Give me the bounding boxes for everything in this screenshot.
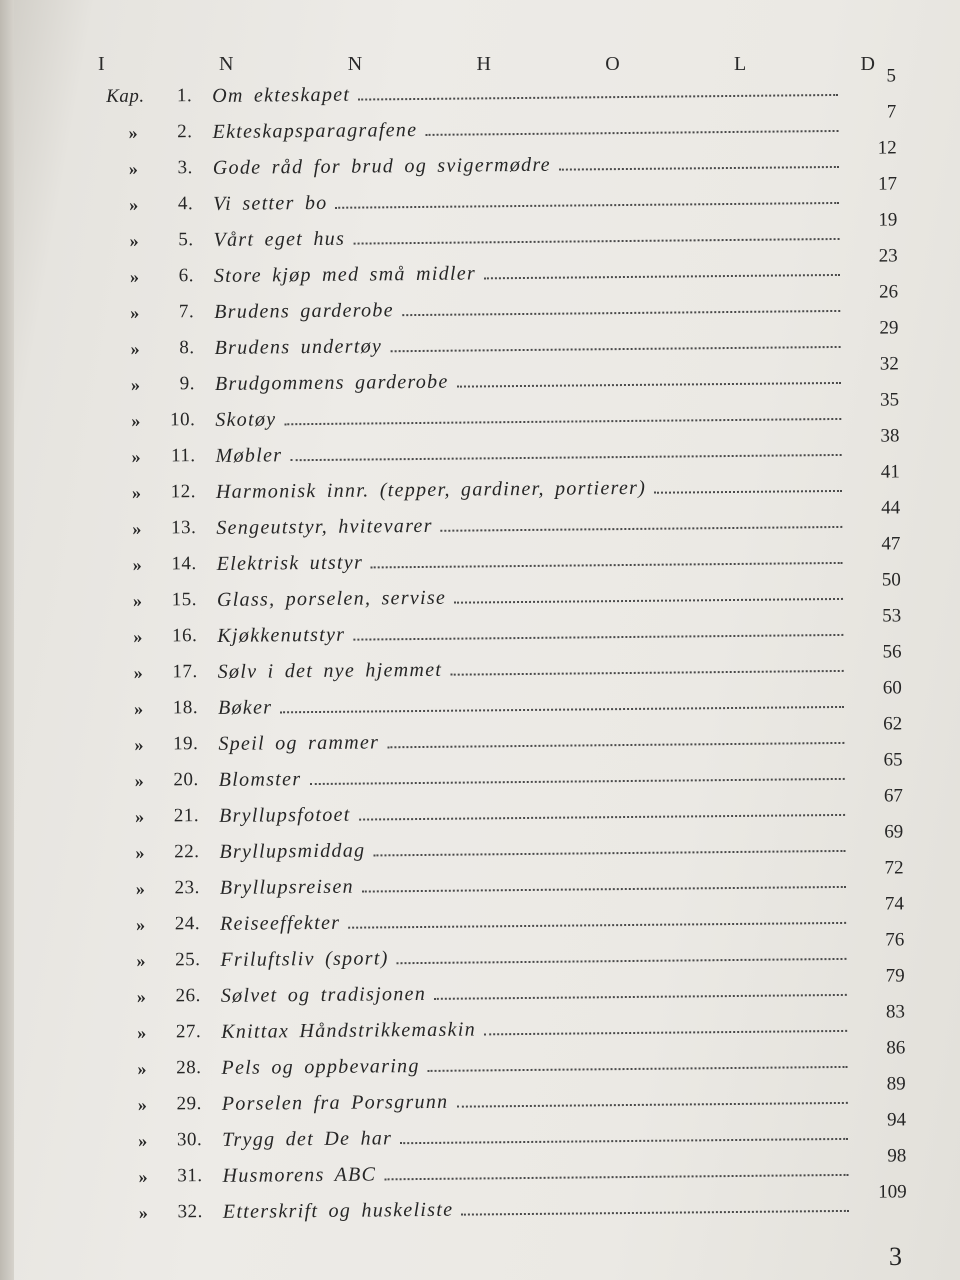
chapter-number: 21. xyxy=(173,805,200,827)
ditto-mark: » xyxy=(130,374,141,395)
chapter-page: 44 xyxy=(881,497,901,519)
ditto-mark: » xyxy=(134,806,145,827)
ditto-mark: » xyxy=(131,446,141,467)
dot-leader xyxy=(353,633,843,640)
heading-letter: I xyxy=(98,53,106,75)
chapter-page: 35 xyxy=(880,389,900,411)
chapter-page: 26 xyxy=(878,281,899,303)
chapter-page: 7 xyxy=(886,101,897,123)
chapter-title-line xyxy=(221,978,847,1007)
chapter-page: 72 xyxy=(884,857,904,879)
chapter-number: 9. xyxy=(179,373,196,395)
chapter-page: 69 xyxy=(884,821,904,843)
chapter-page: 67 xyxy=(883,785,904,807)
chapter-title: Kjøkkenutstyr xyxy=(217,623,346,647)
chapter-title-line xyxy=(214,258,840,287)
chapter-title: Reiseeffekter xyxy=(220,911,341,935)
chapter-title-line xyxy=(216,474,842,503)
chapter-number: 13. xyxy=(170,517,197,539)
chapter-title-line xyxy=(220,906,846,935)
chapter-page: 29 xyxy=(879,317,899,339)
chapter-title: Bryllupsreisen xyxy=(219,875,354,899)
chapter-title-line xyxy=(221,1050,847,1079)
chapter-number: 22. xyxy=(174,841,200,863)
dot-leader xyxy=(450,669,843,675)
chapter-page: 23 xyxy=(878,245,898,267)
chapter-title: Skotøy xyxy=(215,407,277,431)
chapter-number: 30. xyxy=(176,1129,203,1151)
chapter-page: 65 xyxy=(883,749,903,771)
chapter-title-line xyxy=(213,186,839,215)
ditto-mark: » xyxy=(129,266,139,287)
chapter-title-line xyxy=(213,150,839,179)
dot-leader xyxy=(484,1029,847,1034)
chapter-title: Brudgommens garderobe xyxy=(214,370,449,395)
chapter-page: 47 xyxy=(881,533,901,555)
ditto-mark: » xyxy=(128,158,138,179)
chapter-title-line xyxy=(214,330,840,359)
dot-leader xyxy=(397,957,847,963)
dot-leader xyxy=(336,201,840,208)
chapter-title-line xyxy=(222,1158,848,1187)
heading-letter: D xyxy=(860,53,876,75)
dot-leader xyxy=(290,453,841,460)
ditto-mark: » xyxy=(133,698,144,719)
dot-leader xyxy=(441,525,843,531)
chapter-title-line xyxy=(222,1122,848,1151)
chapter-title: Friluftsliv (sport) xyxy=(220,946,389,971)
chapter-title-line xyxy=(219,762,845,791)
chapter-page: 79 xyxy=(885,965,905,987)
kap-label: Kap. xyxy=(106,85,145,107)
dot-leader xyxy=(425,129,838,135)
page-number: 3 xyxy=(889,1242,902,1271)
chapter-page: 53 xyxy=(882,605,902,627)
dot-leader xyxy=(484,273,840,278)
dot-leader xyxy=(559,165,839,170)
chapter-number: 19. xyxy=(173,733,199,755)
chapter-number: 12. xyxy=(170,481,197,503)
chapter-title: Bøker xyxy=(217,695,273,719)
dot-leader xyxy=(280,705,844,712)
chapter-title: Vi setter bo xyxy=(213,191,328,215)
chapter-number: 31. xyxy=(177,1165,203,1187)
chapter-number: 23. xyxy=(174,877,200,899)
ditto-mark: » xyxy=(130,338,140,359)
chapter-page: 32 xyxy=(879,353,899,375)
ditto-mark: » xyxy=(135,842,145,863)
ditto-mark: » xyxy=(136,986,146,1007)
chapter-number: 1. xyxy=(176,85,193,107)
chapter-number: 10. xyxy=(169,409,196,431)
chapter-number: 16. xyxy=(171,625,198,647)
dot-leader xyxy=(373,849,845,856)
chapter-title-line xyxy=(216,510,842,539)
chapter-page: 83 xyxy=(885,1001,906,1023)
chapter-number: 8. xyxy=(179,337,195,359)
chapter-number: 29. xyxy=(176,1093,202,1115)
ditto-mark: » xyxy=(129,194,139,215)
chapter-title: Gode råd for brud og svigermødre xyxy=(212,153,552,179)
chapter-title: Sølvet og tradisjonen xyxy=(220,982,427,1007)
ditto-mark: » xyxy=(138,1130,148,1151)
chapter-title-line xyxy=(221,1014,847,1043)
dot-leader xyxy=(384,1173,848,1179)
dot-leader xyxy=(454,597,843,603)
ditto-mark: » xyxy=(134,734,144,755)
ditto-mark: » xyxy=(132,518,142,539)
ditto-mark: » xyxy=(129,230,139,251)
ditto-mark: » xyxy=(133,662,143,683)
dot-leader xyxy=(402,309,840,315)
dot-leader xyxy=(434,993,847,999)
chapter-title: Harmonisk innr. (tepper, gardiner, portierer) xyxy=(215,476,647,503)
chapter-page: 41 xyxy=(880,461,900,483)
chapter-number: 20. xyxy=(173,769,199,791)
ditto-mark: » xyxy=(132,590,143,611)
chapter-number: 26. xyxy=(175,985,201,1007)
ditto-mark: » xyxy=(134,770,144,791)
chapter-title-line xyxy=(218,690,844,719)
heading-letter: H xyxy=(476,53,492,75)
chapter-title: Knittax Håndstrikkemaskin xyxy=(221,1017,477,1043)
chapter-number: 15. xyxy=(171,589,198,611)
chapter-title: Brudens undertøy xyxy=(214,334,383,359)
dot-leader xyxy=(387,741,844,747)
ditto-mark: » xyxy=(130,302,140,323)
chapter-title-line xyxy=(217,618,843,647)
chapter-page: 86 xyxy=(886,1037,906,1059)
chapter-number: 6. xyxy=(178,265,194,287)
chapter-title-line xyxy=(212,114,838,143)
chapter-title-line xyxy=(217,582,843,611)
chapter-title: Bryllupsfotoet xyxy=(218,803,351,827)
chapter-title: Store kjøp med små midler xyxy=(213,261,477,287)
chapter-page: 5 xyxy=(886,65,897,87)
ditto-mark: » xyxy=(131,410,141,431)
ditto-mark: » xyxy=(136,914,146,935)
dot-leader xyxy=(284,417,841,424)
chapter-page: 74 xyxy=(884,893,905,915)
heading-letter: N xyxy=(347,53,364,75)
chapter-number: 28. xyxy=(176,1057,202,1079)
chapter-title: Møbler xyxy=(215,443,283,467)
dot-leader xyxy=(400,1137,848,1143)
chapter-title: Etterskrift og huskeliste xyxy=(222,1198,454,1223)
chapter-page: 56 xyxy=(882,641,902,663)
chapter-title: Elektrisk utstyr xyxy=(216,551,364,575)
chapter-page: 89 xyxy=(886,1073,906,1095)
chapter-title-line xyxy=(215,366,841,395)
ditto-mark: » xyxy=(137,1058,147,1079)
chapter-page: 76 xyxy=(885,929,905,951)
chapter-page: 19 xyxy=(878,209,898,231)
chapter-page: 12 xyxy=(877,137,897,159)
chapter-title-line xyxy=(222,1086,848,1115)
ditto-mark: » xyxy=(135,878,145,899)
chapter-title: Speil og rammer xyxy=(218,730,380,755)
ditto-mark: » xyxy=(138,1166,148,1187)
chapter-title: Bryllupsmiddag xyxy=(219,839,366,863)
chapter-title: Porselen fra Porsgrunn xyxy=(221,1090,449,1115)
chapter-page: 38 xyxy=(880,425,900,447)
chapter-title-line xyxy=(219,798,845,827)
dot-leader xyxy=(359,813,845,820)
chapter-number: 11. xyxy=(170,445,196,467)
ditto-mark: » xyxy=(136,950,146,971)
ditto-mark: » xyxy=(133,626,143,647)
dot-leader xyxy=(348,921,846,928)
chapter-title: Blomster xyxy=(218,767,302,791)
dot-leader xyxy=(309,777,844,784)
heading-letter: O xyxy=(605,53,621,75)
chapter-number: 7. xyxy=(178,301,195,323)
dot-leader xyxy=(353,237,839,244)
dot-leader xyxy=(461,1209,849,1215)
dot-leader xyxy=(428,1065,848,1071)
dot-leader xyxy=(654,489,842,493)
dot-leader xyxy=(390,345,840,351)
chapter-number: 2. xyxy=(177,121,193,143)
dot-leader xyxy=(358,93,838,100)
chapter-number: 18. xyxy=(172,697,199,719)
dot-leader xyxy=(362,885,846,892)
chapter-number: 27. xyxy=(175,1021,202,1043)
chapter-title: Trygg det De har xyxy=(222,1126,393,1151)
chapter-number: 5. xyxy=(178,229,194,251)
chapter-number: 3. xyxy=(177,157,193,179)
ditto-mark: » xyxy=(137,1022,147,1043)
chapter-title-line xyxy=(218,654,844,683)
ditto-mark: » xyxy=(132,554,142,575)
ditto-mark: » xyxy=(131,482,142,503)
dot-leader xyxy=(456,1101,847,1107)
chapter-page: 94 xyxy=(886,1109,907,1131)
chapter-title-line xyxy=(213,222,839,251)
ditto-mark: » xyxy=(138,1202,148,1223)
heading-letter: L xyxy=(733,53,748,75)
chapter-title-line xyxy=(223,1194,849,1223)
chapter-title-line xyxy=(212,78,838,107)
chapter-title: Husmorens ABC xyxy=(222,1162,377,1187)
chapter-title: Sølv i det nye hjemmet xyxy=(217,658,443,683)
toc-heading xyxy=(98,36,876,76)
ditto-mark: » xyxy=(137,1094,147,1115)
chapter-title: Sengeutstyr, hvitevarer xyxy=(216,514,433,539)
chapter-number: 17. xyxy=(172,661,198,683)
chapter-title-line xyxy=(220,942,846,971)
chapter-number: 25. xyxy=(175,949,201,971)
chapter-title: Vårt eget hus xyxy=(213,227,346,251)
chapter-title: Om ekteskapet xyxy=(212,83,351,107)
chapter-page: 109 xyxy=(878,1181,907,1203)
chapter-page: 62 xyxy=(883,713,903,735)
chapter-title-line xyxy=(219,834,845,863)
chapter-page: 98 xyxy=(887,1145,907,1167)
chapter-page: 17 xyxy=(877,173,898,195)
chapter-title-line xyxy=(218,726,844,755)
chapter-page: 50 xyxy=(881,569,901,591)
chapter-title-line xyxy=(215,402,841,431)
dot-leader xyxy=(371,561,843,568)
chapter-title-line xyxy=(216,438,842,467)
chapter-title: Glass, porselen, servise xyxy=(216,586,447,611)
ditto-mark: » xyxy=(128,122,138,143)
chapter-number: 32. xyxy=(177,1201,203,1223)
chapter-number: 14. xyxy=(171,553,197,575)
chapter-title: Ekteskapsparagrafene xyxy=(212,118,418,143)
table-of-contents xyxy=(0,65,960,1232)
chapter-number: 24. xyxy=(174,913,201,935)
chapter-title: Pels og oppbevaring xyxy=(221,1054,420,1079)
chapter-title-line xyxy=(217,546,843,575)
chapter-page: 60 xyxy=(882,677,902,699)
heading-letter: N xyxy=(218,53,235,75)
chapter-number: 4. xyxy=(177,193,194,215)
dot-leader xyxy=(457,381,841,387)
chapter-title-line xyxy=(220,870,846,899)
chapter-title: Brudens garderobe xyxy=(214,298,394,323)
chapter-title-line xyxy=(214,294,840,323)
